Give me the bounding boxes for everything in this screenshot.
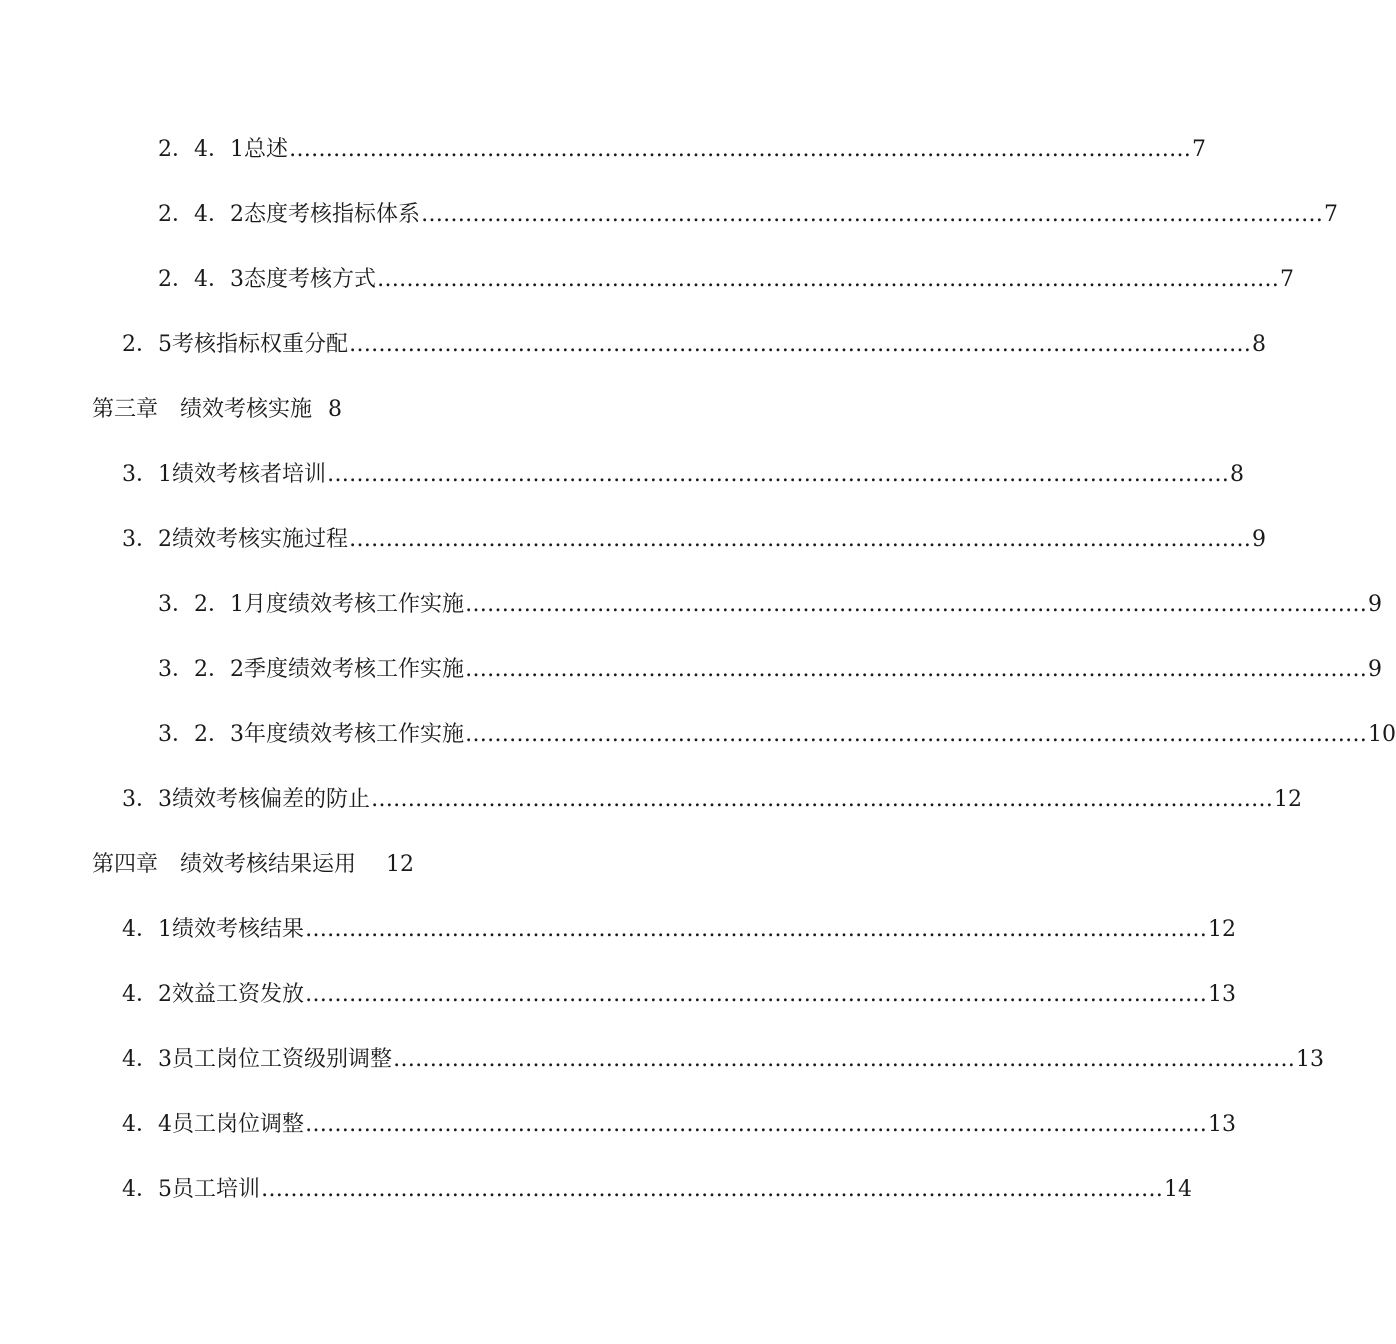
dot-leader: …………………………………………………………………………………………………………… [465, 592, 1367, 617]
toc-entry-page: 14 [1164, 1177, 1192, 1202]
toc-chapter-entry[interactable] [92, 385, 342, 425]
dot-leader: …………………………………………………………………………………………………………… [327, 462, 1229, 487]
dot-leader: …………………………………………………………………………………………………………… [305, 917, 1207, 942]
toc-entry[interactable] [122, 1165, 1192, 1205]
toc-entry-title: 2．4．2态度考核指标体系 [158, 202, 420, 227]
toc-entry[interactable] [122, 450, 1244, 490]
toc-entry[interactable] [122, 970, 1236, 1010]
toc-entry-page: 7 [1192, 137, 1206, 162]
dot-leader: …………………………………………………………………………………………………………… [305, 982, 1207, 1007]
dot-leader: …………………………………………………………………………………………………………… [371, 787, 1273, 812]
toc-entry-page: 8 [328, 397, 343, 422]
toc-entry-title: 3．2．1月度绩效考核工作实施 [158, 592, 464, 617]
dot-leader: …………………………………………………………………………………………………………… [465, 722, 1367, 747]
toc-entry-title: 第四章 绩效考核结果运用 [92, 852, 357, 877]
dot-leader: …………………………………………………………………………………………………………… [305, 1112, 1207, 1137]
dot-leader: …………………………………………………………………………………………………………… [289, 137, 1191, 162]
toc-entry-title: 第三章 绩效考核实施 [92, 397, 313, 422]
dot-leader: …………………………………………………………………………………………………………… [349, 332, 1251, 357]
toc-entry[interactable] [158, 645, 1382, 685]
toc-entry-page: 13 [1208, 982, 1236, 1007]
toc-entry-page: 12 [1208, 917, 1236, 942]
dot-leader: …………………………………………………………………………………………………………… [261, 1177, 1163, 1202]
toc-entry-title: 4．3员工岗位工资级别调整 [122, 1047, 392, 1072]
toc-entry-title: 4．4员工岗位调整 [122, 1112, 304, 1137]
toc-entry-page: 8 [1252, 332, 1266, 357]
toc-entry-page: 13 [1208, 1112, 1236, 1137]
dot-leader: …………………………………………………………………………………………………………… [465, 657, 1367, 682]
toc-entry[interactable] [122, 515, 1266, 555]
toc-entry-page: 7 [1280, 267, 1294, 292]
toc-entry[interactable] [158, 190, 1338, 230]
toc-entry-title: 4．1绩效考核结果 [122, 917, 304, 942]
toc-entry-title: 3．2．3年度绩效考核工作实施 [158, 722, 464, 747]
toc-entry-page: 9 [1368, 592, 1382, 617]
toc-entry-page: 9 [1252, 527, 1266, 552]
toc-entry-page: 13 [1296, 1047, 1324, 1072]
dot-leader: …………………………………………………………………………………………………………… [377, 267, 1279, 292]
toc-entry-page: 12 [1274, 787, 1302, 812]
toc-entry-title: 3．2绩效考核实施过程 [122, 527, 348, 552]
toc-entry-page: 10 [1368, 722, 1396, 747]
dot-leader: …………………………………………………………………………………………………………… [421, 202, 1323, 227]
dot-leader: …………………………………………………………………………………………………………… [393, 1047, 1295, 1072]
toc-entry-title: 2．5考核指标权重分配 [122, 332, 348, 357]
toc-entry-title: 3．1绩效考核者培训 [122, 462, 326, 487]
toc-entry[interactable] [122, 775, 1302, 815]
toc-entry-title: 4．5员工培训 [122, 1177, 260, 1202]
toc-entry[interactable] [158, 125, 1206, 165]
toc-entry-page: 12 [386, 852, 415, 877]
toc-entry[interactable] [122, 320, 1266, 360]
toc-entry[interactable] [122, 905, 1236, 945]
toc-entry[interactable] [158, 710, 1396, 750]
toc-entry[interactable] [122, 1035, 1324, 1075]
toc-entry[interactable] [158, 580, 1382, 620]
toc-entry-title: 2．4．3态度考核方式 [158, 267, 376, 292]
toc-entry-title: 3．3绩效考核偏差的防止 [122, 787, 370, 812]
toc-entry-page: 9 [1368, 657, 1382, 682]
toc-entry-title: 2．4．1总述 [158, 137, 288, 162]
toc-entry-page: 8 [1230, 462, 1244, 487]
dot-leader: …………………………………………………………………………………………………………… [349, 527, 1251, 552]
toc-entry-title: 4．2效益工资发放 [122, 982, 304, 1007]
toc-entry[interactable] [158, 255, 1294, 295]
toc-entry-title: 3．2．2季度绩效考核工作实施 [158, 657, 464, 682]
toc-entry[interactable] [122, 1100, 1236, 1140]
toc-entry-page: 7 [1324, 202, 1338, 227]
toc-chapter-entry[interactable] [92, 840, 414, 880]
